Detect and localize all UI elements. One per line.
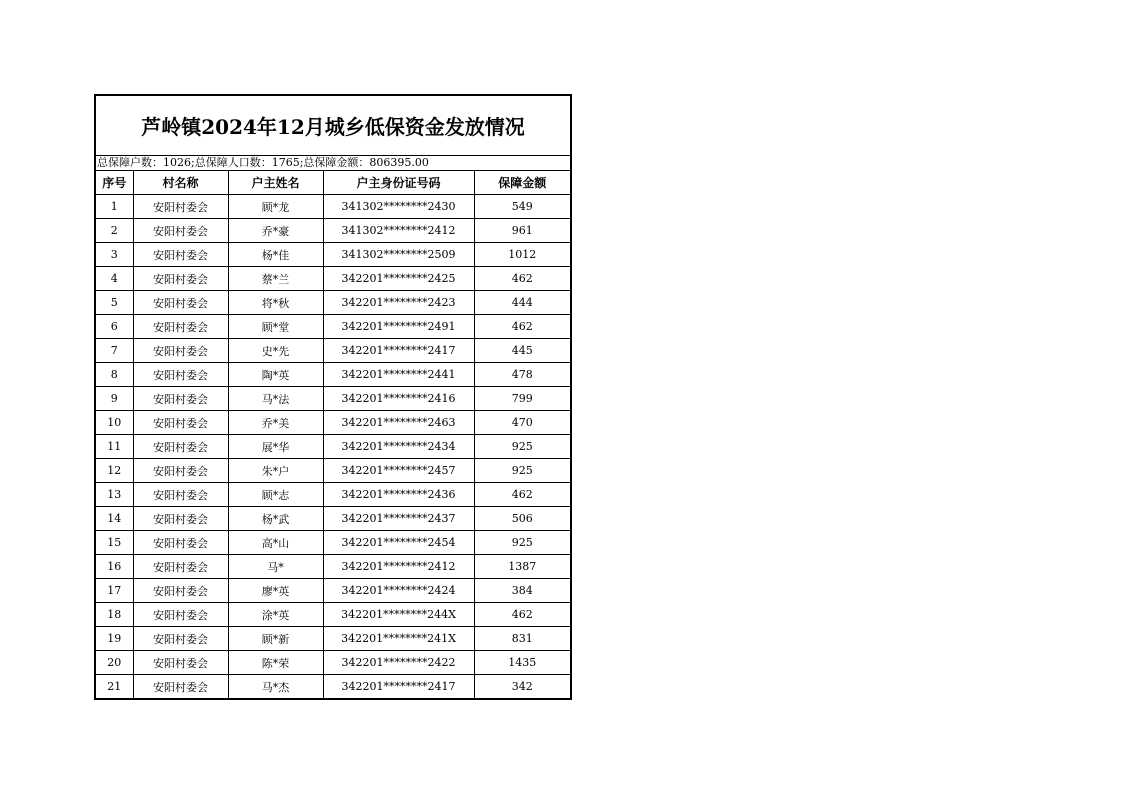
cell-householder: 顾*志	[228, 483, 323, 507]
cell-amount: 506	[474, 507, 571, 531]
cell-id-number: 341302********2430	[323, 195, 474, 219]
cell-amount: 925	[474, 435, 571, 459]
cell-village: 安阳村委会	[133, 219, 228, 243]
cell-index: 5	[95, 291, 133, 315]
table-row	[95, 339, 571, 363]
cell-amount: 1435	[474, 651, 571, 675]
cell-householder: 杨*武	[228, 507, 323, 531]
cell-village: 安阳村委会	[133, 363, 228, 387]
table-row	[95, 243, 571, 267]
cell-id-number: 342201********244X	[323, 603, 474, 627]
cell-village: 安阳村委会	[133, 339, 228, 363]
cell-index: 14	[95, 507, 133, 531]
cell-householder: 陶*英	[228, 363, 323, 387]
column-header-index: 序号	[95, 171, 133, 195]
cell-amount: 925	[474, 459, 571, 483]
cell-id-number: 342201********241X	[323, 627, 474, 651]
cell-amount: 478	[474, 363, 571, 387]
cell-householder: 马*法	[228, 387, 323, 411]
cell-index: 7	[95, 339, 133, 363]
cell-index: 1	[95, 195, 133, 219]
cell-index: 19	[95, 627, 133, 651]
cell-village: 安阳村委会	[133, 387, 228, 411]
cell-index: 15	[95, 531, 133, 555]
cell-index: 2	[95, 219, 133, 243]
cell-id-number: 342201********2463	[323, 411, 474, 435]
cell-householder: 涂*英	[228, 603, 323, 627]
cell-amount: 462	[474, 603, 571, 627]
cell-id-number: 342201********2422	[323, 651, 474, 675]
cell-index: 4	[95, 267, 133, 291]
table-row	[95, 651, 571, 675]
table-row	[95, 483, 571, 507]
cell-village: 安阳村委会	[133, 243, 228, 267]
table-row	[95, 627, 571, 651]
table-row	[95, 603, 571, 627]
cell-village: 安阳村委会	[133, 603, 228, 627]
table-row	[95, 507, 571, 531]
cell-amount: 444	[474, 291, 571, 315]
cell-id-number: 341302********2509	[323, 243, 474, 267]
cell-id-number: 342201********2417	[323, 339, 474, 363]
cell-id-number: 342201********2491	[323, 315, 474, 339]
cell-village: 安阳村委会	[133, 267, 228, 291]
column-header-householder: 户主姓名	[228, 171, 323, 195]
cell-householder: 顾*龙	[228, 195, 323, 219]
cell-index: 9	[95, 387, 133, 411]
cell-id-number: 342201********2437	[323, 507, 474, 531]
cell-amount: 462	[474, 483, 571, 507]
cell-village: 安阳村委会	[133, 411, 228, 435]
cell-amount: 831	[474, 627, 571, 651]
table-row	[95, 219, 571, 243]
cell-village: 安阳村委会	[133, 651, 228, 675]
page-title: 芦岭镇2024年12月城乡低保资金发放情况	[95, 95, 571, 156]
table-row	[95, 291, 571, 315]
cell-amount: 1012	[474, 243, 571, 267]
cell-village: 安阳村委会	[133, 675, 228, 700]
cell-amount: 462	[474, 315, 571, 339]
cell-village: 安阳村委会	[133, 195, 228, 219]
report-sheet	[94, 94, 570, 700]
cell-village: 安阳村委会	[133, 507, 228, 531]
cell-id-number: 342201********2457	[323, 459, 474, 483]
cell-index: 16	[95, 555, 133, 579]
cell-amount: 925	[474, 531, 571, 555]
table-row	[95, 363, 571, 387]
cell-amount: 961	[474, 219, 571, 243]
cell-id-number: 342201********2436	[323, 483, 474, 507]
cell-index: 11	[95, 435, 133, 459]
table-row	[95, 435, 571, 459]
table-header-row	[95, 171, 571, 195]
table-row	[95, 459, 571, 483]
cell-householder: 乔*豪	[228, 219, 323, 243]
cell-village: 安阳村委会	[133, 531, 228, 555]
table-row	[95, 675, 571, 700]
table-row	[95, 267, 571, 291]
cell-amount: 799	[474, 387, 571, 411]
cell-householder: 高*山	[228, 531, 323, 555]
table-row	[95, 579, 571, 603]
cell-householder: 廖*英	[228, 579, 323, 603]
cell-id-number: 342201********2424	[323, 579, 474, 603]
cell-village: 安阳村委会	[133, 483, 228, 507]
cell-householder: 蔡*兰	[228, 267, 323, 291]
cell-householder: 马*	[228, 555, 323, 579]
column-header-id-number: 户主身份证号码	[323, 171, 474, 195]
cell-householder: 顾*堂	[228, 315, 323, 339]
cell-householder: 马*杰	[228, 675, 323, 700]
cell-householder: 将*秋	[228, 291, 323, 315]
cell-village: 安阳村委会	[133, 435, 228, 459]
cell-householder: 陈*荣	[228, 651, 323, 675]
cell-village: 安阳村委会	[133, 555, 228, 579]
table-row	[95, 387, 571, 411]
cell-householder: 朱*户	[228, 459, 323, 483]
cell-householder: 杨*佳	[228, 243, 323, 267]
cell-householder: 史*先	[228, 339, 323, 363]
cell-amount: 462	[474, 267, 571, 291]
cell-id-number: 342201********2416	[323, 387, 474, 411]
cell-amount: 549	[474, 195, 571, 219]
cell-index: 10	[95, 411, 133, 435]
table-row	[95, 555, 571, 579]
cell-index: 6	[95, 315, 133, 339]
cell-index: 13	[95, 483, 133, 507]
cell-village: 安阳村委会	[133, 627, 228, 651]
cell-id-number: 342201********2423	[323, 291, 474, 315]
cell-village: 安阳村委会	[133, 291, 228, 315]
cell-amount: 470	[474, 411, 571, 435]
table-row	[95, 411, 571, 435]
cell-amount: 342	[474, 675, 571, 700]
cell-id-number: 342201********2425	[323, 267, 474, 291]
cell-amount: 445	[474, 339, 571, 363]
cell-id-number: 342201********2454	[323, 531, 474, 555]
table-row	[95, 531, 571, 555]
cell-index: 20	[95, 651, 133, 675]
table-row	[95, 315, 571, 339]
cell-index: 3	[95, 243, 133, 267]
cell-id-number: 341302********2412	[323, 219, 474, 243]
cell-index: 21	[95, 675, 133, 700]
cell-id-number: 342201********2412	[323, 555, 474, 579]
cell-householder: 展*华	[228, 435, 323, 459]
cell-householder: 乔*美	[228, 411, 323, 435]
cell-amount: 1387	[474, 555, 571, 579]
cell-householder: 顾*新	[228, 627, 323, 651]
cell-village: 安阳村委会	[133, 459, 228, 483]
cell-amount: 384	[474, 579, 571, 603]
cell-id-number: 342201********2441	[323, 363, 474, 387]
cell-index: 18	[95, 603, 133, 627]
cell-index: 12	[95, 459, 133, 483]
cell-index: 17	[95, 579, 133, 603]
cell-index: 8	[95, 363, 133, 387]
table-row	[95, 195, 571, 219]
cell-village: 安阳村委会	[133, 579, 228, 603]
column-header-village: 村名称	[133, 171, 228, 195]
cell-id-number: 342201********2417	[323, 675, 474, 700]
cell-village: 安阳村委会	[133, 315, 228, 339]
summary-line: 总保障户数：1026;总保障人口数：1765;总保障金额：806395.00	[95, 156, 571, 171]
cell-id-number: 342201********2434	[323, 435, 474, 459]
column-header-amount: 保障金额	[474, 171, 571, 195]
subsidy-table	[94, 94, 572, 700]
